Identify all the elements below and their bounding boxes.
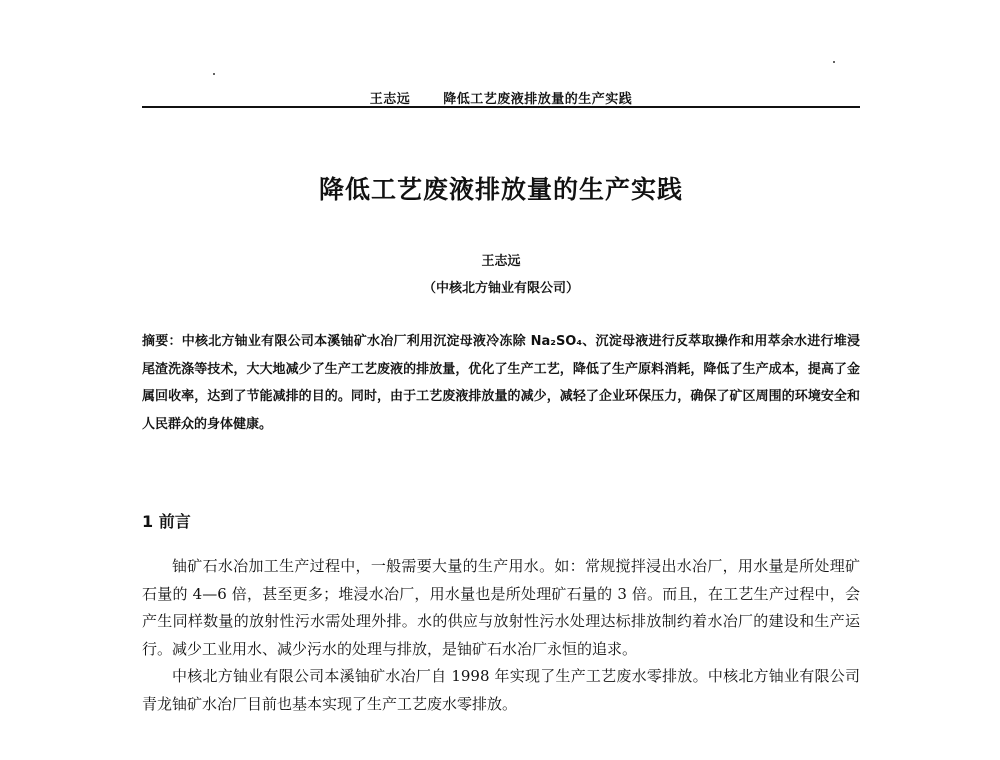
article-affiliation: （中核北方铀业有限公司）	[422, 281, 579, 296]
section-heading: 1 前言	[142, 512, 191, 531]
scan-speck	[213, 73, 215, 75]
running-header-title: 降低工艺废液排放量的生产实践	[443, 92, 633, 107]
abstract-label: 摘要：	[142, 334, 182, 349]
scan-speck	[833, 61, 835, 63]
abstract-text: 中核北方铀业有限公司本溪铀矿水冶厂利用沉淀母液冷冻除 Na₂SO₄、沉淀母液进行反萃取操作和用萃余水进行堆浸尾渣洗涤等技术，大大地减少了生产工艺废液的排放量，优化了生产工艺，降低了生产原料消耗，降低了生产成本，提高了金属回收率，达到了节能减排的目的。同时，由于工艺废液排放量的减少，减轻了企业环保压力，确保了矿区周围的环境安全和人民群众的身体健康。	[142, 334, 860, 432]
abstract	[142, 328, 860, 438]
article-author: 王志远	[481, 254, 521, 269]
section-body	[142, 553, 860, 718]
running-header	[142, 88, 860, 107]
body-paragraph: 铀矿石水冶加工生产过程中，一般需要大量的生产用水。如：常规搅拌浸出水冶厂，用水量是所处理矿石量的 4—6 倍，甚至更多；堆浸水冶厂，用水量也是所处理矿石量的 3 倍。而且，在工艺生产过程中，会产生同样数量的放射性污水需处理外排。水的供应与放射性污水处理达标排放制约着水冶厂的建设和生产运行。减少工业用水、减少污水的处理与排放，是铀矿石水冶厂永恒的追求。	[142, 557, 860, 658]
header-rule	[142, 106, 860, 108]
article-title: 降低工艺废液排放量的生产实践	[318, 175, 683, 204]
running-header-author: 王志远	[369, 92, 411, 107]
body-paragraph: 中核北方铀业有限公司本溪铀矿水冶厂自 1998 年实现了生产工艺废水零排放。中核北方铀业有限公司青龙铀矿水冶厂目前也基本实现了生产工艺废水零排放。	[142, 667, 860, 713]
